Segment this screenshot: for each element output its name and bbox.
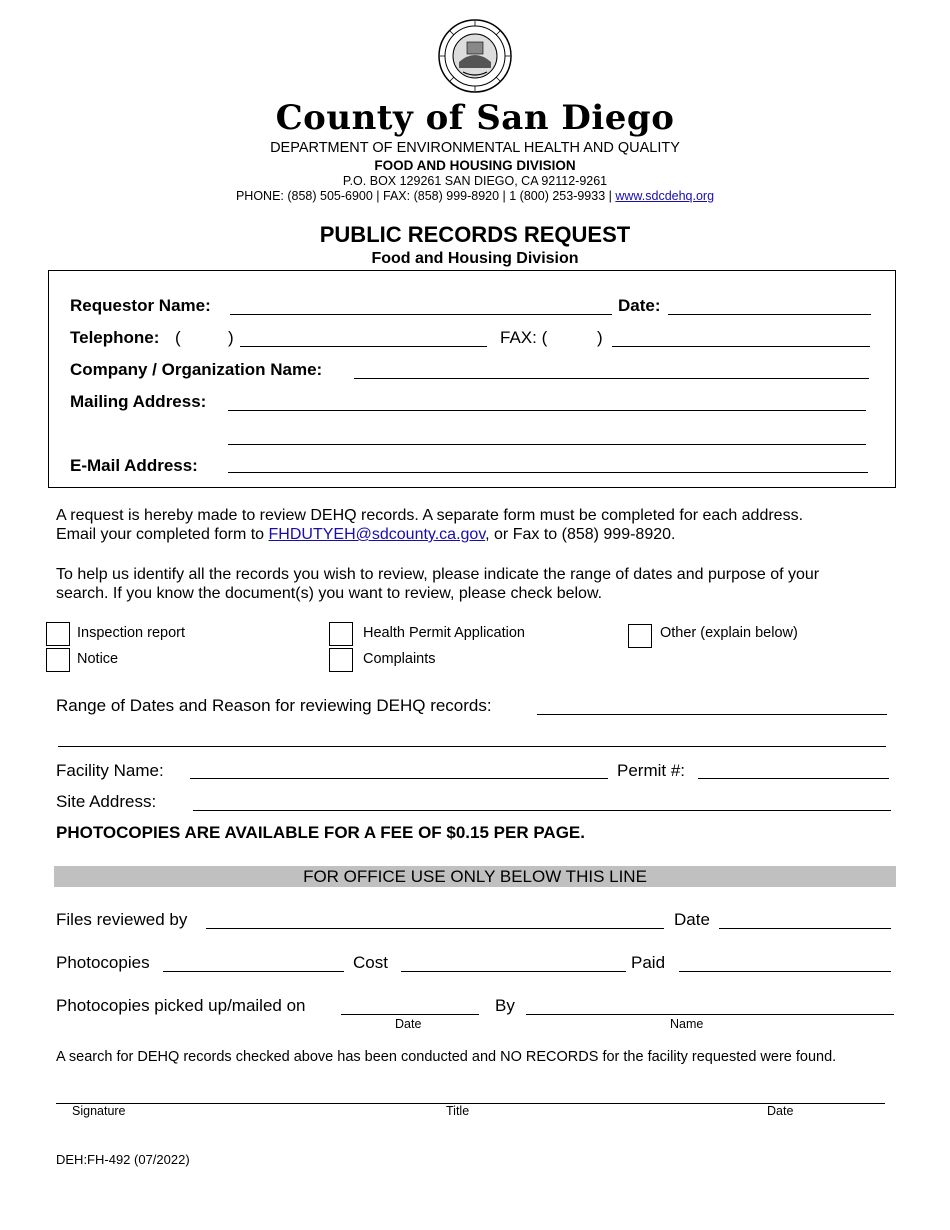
by-label: By (495, 996, 515, 1015)
form-subtitle: Food and Housing Division (371, 250, 579, 267)
notice-checkbox[interactable] (46, 648, 70, 672)
facility-name-label: Facility Name: (56, 761, 164, 780)
range-field-1[interactable] (537, 714, 887, 715)
complaints-label: Complaints (363, 651, 436, 667)
instructions-p1-line2 (56, 526, 675, 544)
health-permit-label: Health Permit Application (363, 625, 525, 641)
email-label: E-Mail Address: (70, 456, 198, 475)
site-address-label: Site Address: (56, 792, 157, 811)
no-records-statement: A search for DEHQ records checked above has been conducted and NO RECORDS for the facility requested were found. (56, 1049, 837, 1065)
cost-field[interactable] (401, 971, 626, 972)
signature-caption: Signature (72, 1104, 126, 1118)
other-label: Other (explain below) (660, 625, 798, 641)
instructions-email-prefix: Email your completed form to (56, 526, 269, 543)
request-date-label: Date: (618, 296, 661, 315)
review-date-field[interactable] (719, 928, 891, 929)
form-title: PUBLIC RECORDS REQUEST (319, 222, 631, 247)
title-caption: Title (446, 1104, 470, 1118)
other-checkbox[interactable] (628, 624, 652, 648)
cost-label: Cost (353, 953, 388, 972)
company-label: Company / Organization Name: (70, 360, 323, 379)
picked-up-label: Photocopies picked up/mailed on (56, 996, 306, 1015)
facility-name-field[interactable] (190, 778, 608, 779)
telephone-paren-close: ) (228, 328, 234, 347)
contact-phones: PHONE: (858) 505-6900 | FAX: (858) 999-8920 | 1 (800) 253-9933 | (235, 189, 616, 203)
fax-field[interactable] (612, 346, 870, 347)
contact-line (0, 189, 950, 203)
permit-label: Permit #: (617, 761, 686, 780)
mailing-address-label: Mailing Address: (70, 392, 207, 411)
signature-date-caption: Date (767, 1104, 794, 1118)
inspection-report-checkbox[interactable] (46, 622, 70, 646)
complaints-checkbox[interactable] (329, 648, 353, 672)
fee-notice: PHOTOCOPIES ARE AVAILABLE FOR A FEE OF $0.15 PER PAGE. (56, 823, 585, 842)
files-reviewed-field[interactable] (206, 928, 664, 929)
department-name: DEPARTMENT OF ENVIRONMENTAL HEALTH AND QUALITY (270, 140, 680, 156)
range-label: Range of Dates and Reason for reviewing DEHQ records: (56, 696, 492, 715)
review-date-label: Date (674, 910, 710, 929)
telephone-paren-open: ( (175, 328, 181, 347)
company-field[interactable] (354, 378, 869, 379)
fax-label: FAX: ( (500, 328, 548, 347)
notice-label: Notice (77, 651, 119, 667)
range-field-2[interactable] (58, 746, 886, 747)
seal-icon (437, 18, 513, 94)
website-link[interactable]: www.sdcdehq.org (615, 189, 715, 203)
site-address-field[interactable] (193, 810, 891, 811)
photocopies-field[interactable] (163, 971, 344, 972)
office-use-banner-text: FOR OFFICE USE ONLY BELOW THIS LINE (303, 867, 647, 886)
email-field[interactable] (228, 472, 868, 473)
county-name: County of San Diego (275, 98, 675, 138)
requestor-name-field[interactable] (230, 314, 612, 315)
mailing-address-field-2[interactable] (228, 444, 866, 445)
permit-field[interactable] (698, 778, 889, 779)
instructions-p1-line1: A request is hereby made to review DEHQ records. A separate form must be completed for each address. (56, 507, 804, 524)
signature-line[interactable] (56, 1103, 885, 1104)
picked-up-date-field[interactable] (341, 1014, 479, 1015)
telephone-field[interactable] (240, 346, 487, 347)
mailing-address-field-1[interactable] (228, 410, 866, 411)
duty-email-link[interactable]: FHDUTYEH@sdcounty.ca.gov (268, 526, 486, 543)
instructions-p2-line1: To help us identify all the records you wish to review, please indicate the range of dates and purpose of your (56, 566, 820, 583)
health-permit-checkbox[interactable] (329, 622, 353, 646)
requestor-name-label: Requestor Name: (70, 296, 211, 315)
mailing-address-header: P.O. BOX 129261 SAN DIEGO, CA 92112-9261 (342, 174, 608, 188)
form-number: DEH:FH-492 (07/2022) (56, 1152, 190, 1167)
photocopies-label: Photocopies (56, 953, 150, 972)
fax-paren-close: ) (597, 328, 603, 347)
office-use-banner (54, 866, 896, 887)
instructions-p2-line2: search. If you know the document(s) you want to review, please check below. (56, 585, 603, 602)
files-reviewed-label: Files reviewed by (56, 910, 188, 929)
telephone-label: Telephone: (70, 328, 160, 347)
picked-up-date-caption: Date (395, 1017, 422, 1031)
by-name-caption: Name (670, 1017, 704, 1031)
county-seal (437, 18, 513, 94)
instructions-fax-suffix: , or Fax to (858) 999-8920. (485, 526, 676, 543)
paid-field[interactable] (679, 971, 891, 972)
by-name-field[interactable] (526, 1014, 894, 1015)
paid-label: Paid (631, 953, 666, 972)
request-date-field[interactable] (668, 314, 871, 315)
division-name: FOOD AND HOUSING DIVISION (374, 158, 576, 173)
inspection-report-label: Inspection report (77, 625, 186, 641)
